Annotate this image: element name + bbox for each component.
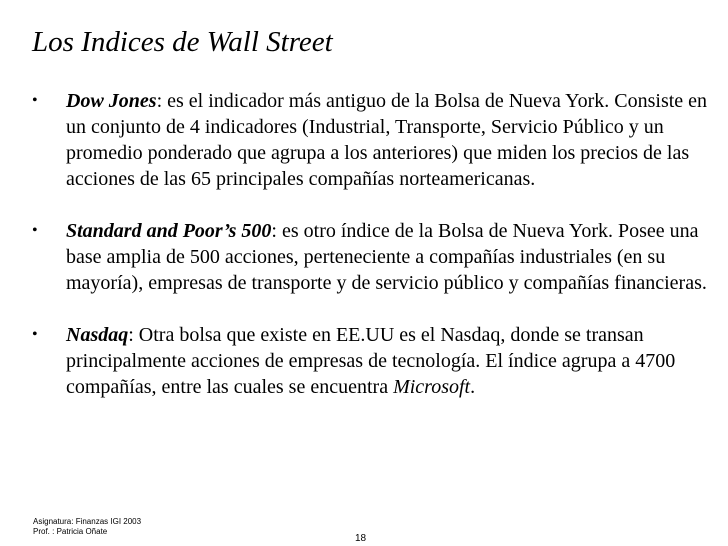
slide-title: Los Indices de Wall Street: [32, 26, 333, 58]
bullet-marker: •: [32, 92, 38, 109]
bullet-dow-jones: [30, 88, 710, 192]
bullet-term: Standard and Poor’s 500: [66, 220, 272, 242]
bullet-sp500: [30, 218, 710, 296]
bullet-text: : Otra bolsa que existe en EE.UU es el Nasdaq, donde se transan principalmente acciones de empresas de tecnología. El índice agrupa a 4700 compañías, entre las cuales se encuentra: [66, 324, 676, 398]
bullet-marker: •: [32, 222, 38, 239]
footer-professor: Prof. : Patricia Oñate: [33, 527, 108, 536]
bullet-nasdaq: [30, 322, 710, 400]
bullet-text: : es otro índice de la Bolsa de Nueva York. Posee una base amplia de 500 acciones, perteneciente a compañías industriales (en su mayoría), empresas de transporte y de servicio público y compañías financieras.: [66, 220, 707, 294]
bullet-emphasis: Microsoft: [393, 376, 471, 398]
bullet-term: Nasdaq: [66, 324, 129, 346]
bullet-text: : es el indicador más antiguo de la Bolsa de Nueva York. Consiste en un conjunto de 4 indicadores (Industrial, Transporte, Servicio Público y un promedio ponderado que agrupa a los anteriores) que miden los precios de las acciones de las 65 principales compañías norteamericanas.: [66, 90, 708, 190]
page-number: 18: [355, 533, 367, 544]
footer: [33, 517, 141, 537]
bullet-list: [30, 88, 710, 400]
footer-course: Asignatura: Finanzas IGI 2003: [33, 517, 142, 526]
bullet-term: Dow Jones: [66, 90, 157, 112]
bullet-marker: •: [32, 326, 38, 343]
bullet-tail: .: [470, 376, 476, 398]
